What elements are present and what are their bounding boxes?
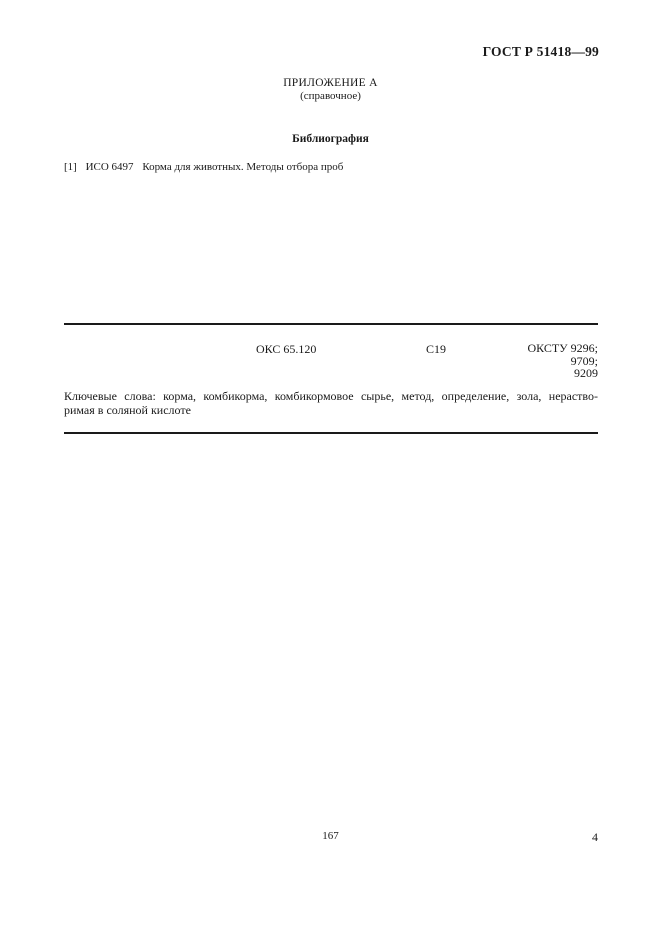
oks-code: ОКС 65.120 — [256, 342, 317, 356]
okstu-codes — [527, 342, 598, 380]
bibliography-heading: Библиография — [292, 133, 369, 145]
keywords-line: Ключевые слова: корма, комбикорма, комбикормовое сырье, метод, определение, зола, нераство- — [64, 389, 598, 403]
sheet-number: 4 — [592, 830, 598, 844]
top-divider — [64, 323, 598, 325]
annex-title: ПРИЛОЖЕНИЕ А — [283, 77, 378, 89]
bibliography-entry — [64, 161, 349, 173]
entry-number: [1] — [64, 161, 77, 173]
okstu-line: 9709; — [570, 353, 598, 368]
page-number: 167 — [322, 830, 339, 842]
bottom-divider — [64, 432, 598, 434]
document-code: ГОСТ Р 51418—99 — [482, 44, 599, 59]
keywords-block — [64, 390, 598, 417]
okstu-line: 9209 — [574, 366, 598, 380]
entry-title: Корма для животных. Методы отбора проб — [142, 161, 344, 173]
keywords-line: римая в соляной кислоте — [64, 402, 191, 417]
annex-subtitle: (справочное) — [300, 90, 361, 102]
category-code: С19 — [426, 342, 447, 356]
okstu-line: ОКСТУ 9296; — [527, 341, 598, 355]
entry-standard-code: ИСО 6497 — [85, 161, 134, 173]
